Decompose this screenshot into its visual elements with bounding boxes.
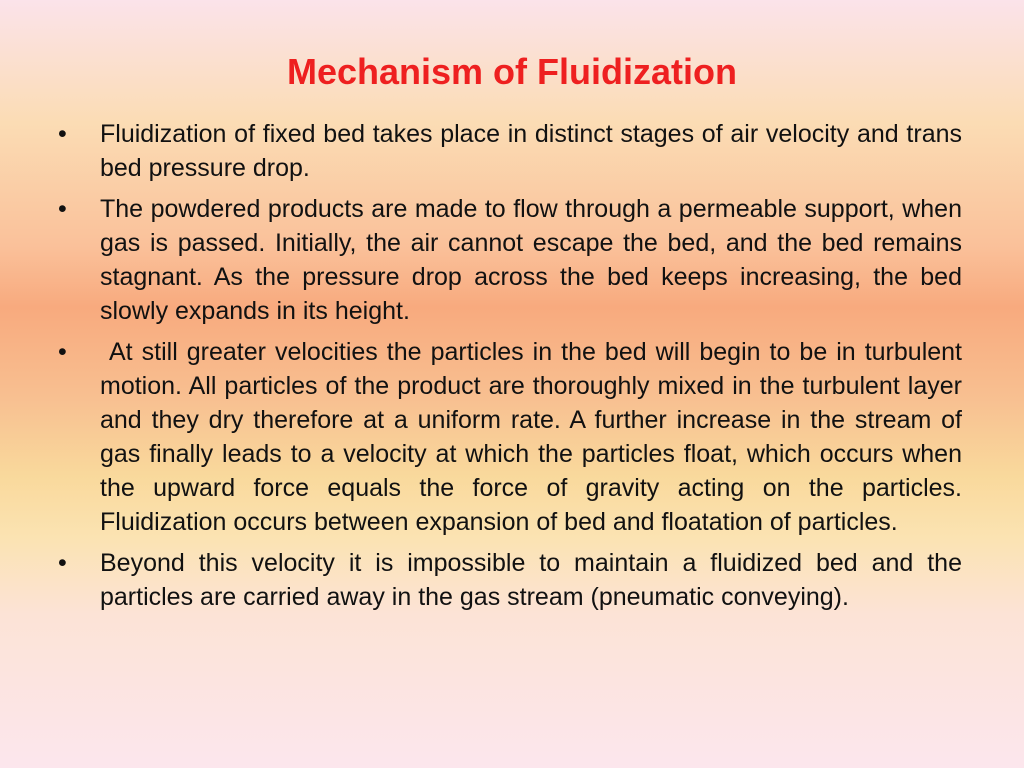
bullet-text: Beyond this velocity it is impossible to maintain a fluidized bed and the particles are carried away in the gas stream (pneumatic conveying). [100,549,962,611]
bullet-item [54,192,962,328]
bullet-text: Fluidization of fixed bed takes place in distinct stages of air velocity and trans bed pressure drop. [100,120,962,182]
bullet-icon: • [58,120,67,148]
bullet-list [54,117,962,621]
bullet-item [54,335,962,539]
bullet-item [54,546,962,614]
bullet-icon: • [58,195,67,223]
bullet-text: The powdered products are made to flow through a permeable support, when gas is passed. Initially, the air cannot escape the bed, and the bed remains stagnant. As the pressure drop across the bed keeps increasing, the bed slowly expands in its height. [100,195,962,325]
bullet-icon: • [58,338,67,366]
slide-title: Mechanism of Fluidization [286,51,738,92]
bullet-text: At still greater velocities the particles in the bed will begin to be in turbulent motion. All particles of the product are thoroughly mixed in the turbulent layer and they dry therefore at a uniform rate. A further increase in the stream of gas finally leads to a velocity at which the particles float, which occurs when the upward force equals the force of gravity acting on the particles. Fluidization occurs between expansion of bed and floatation of particles. [100,338,962,536]
bullet-icon: • [58,549,67,577]
bullet-item [54,117,962,185]
